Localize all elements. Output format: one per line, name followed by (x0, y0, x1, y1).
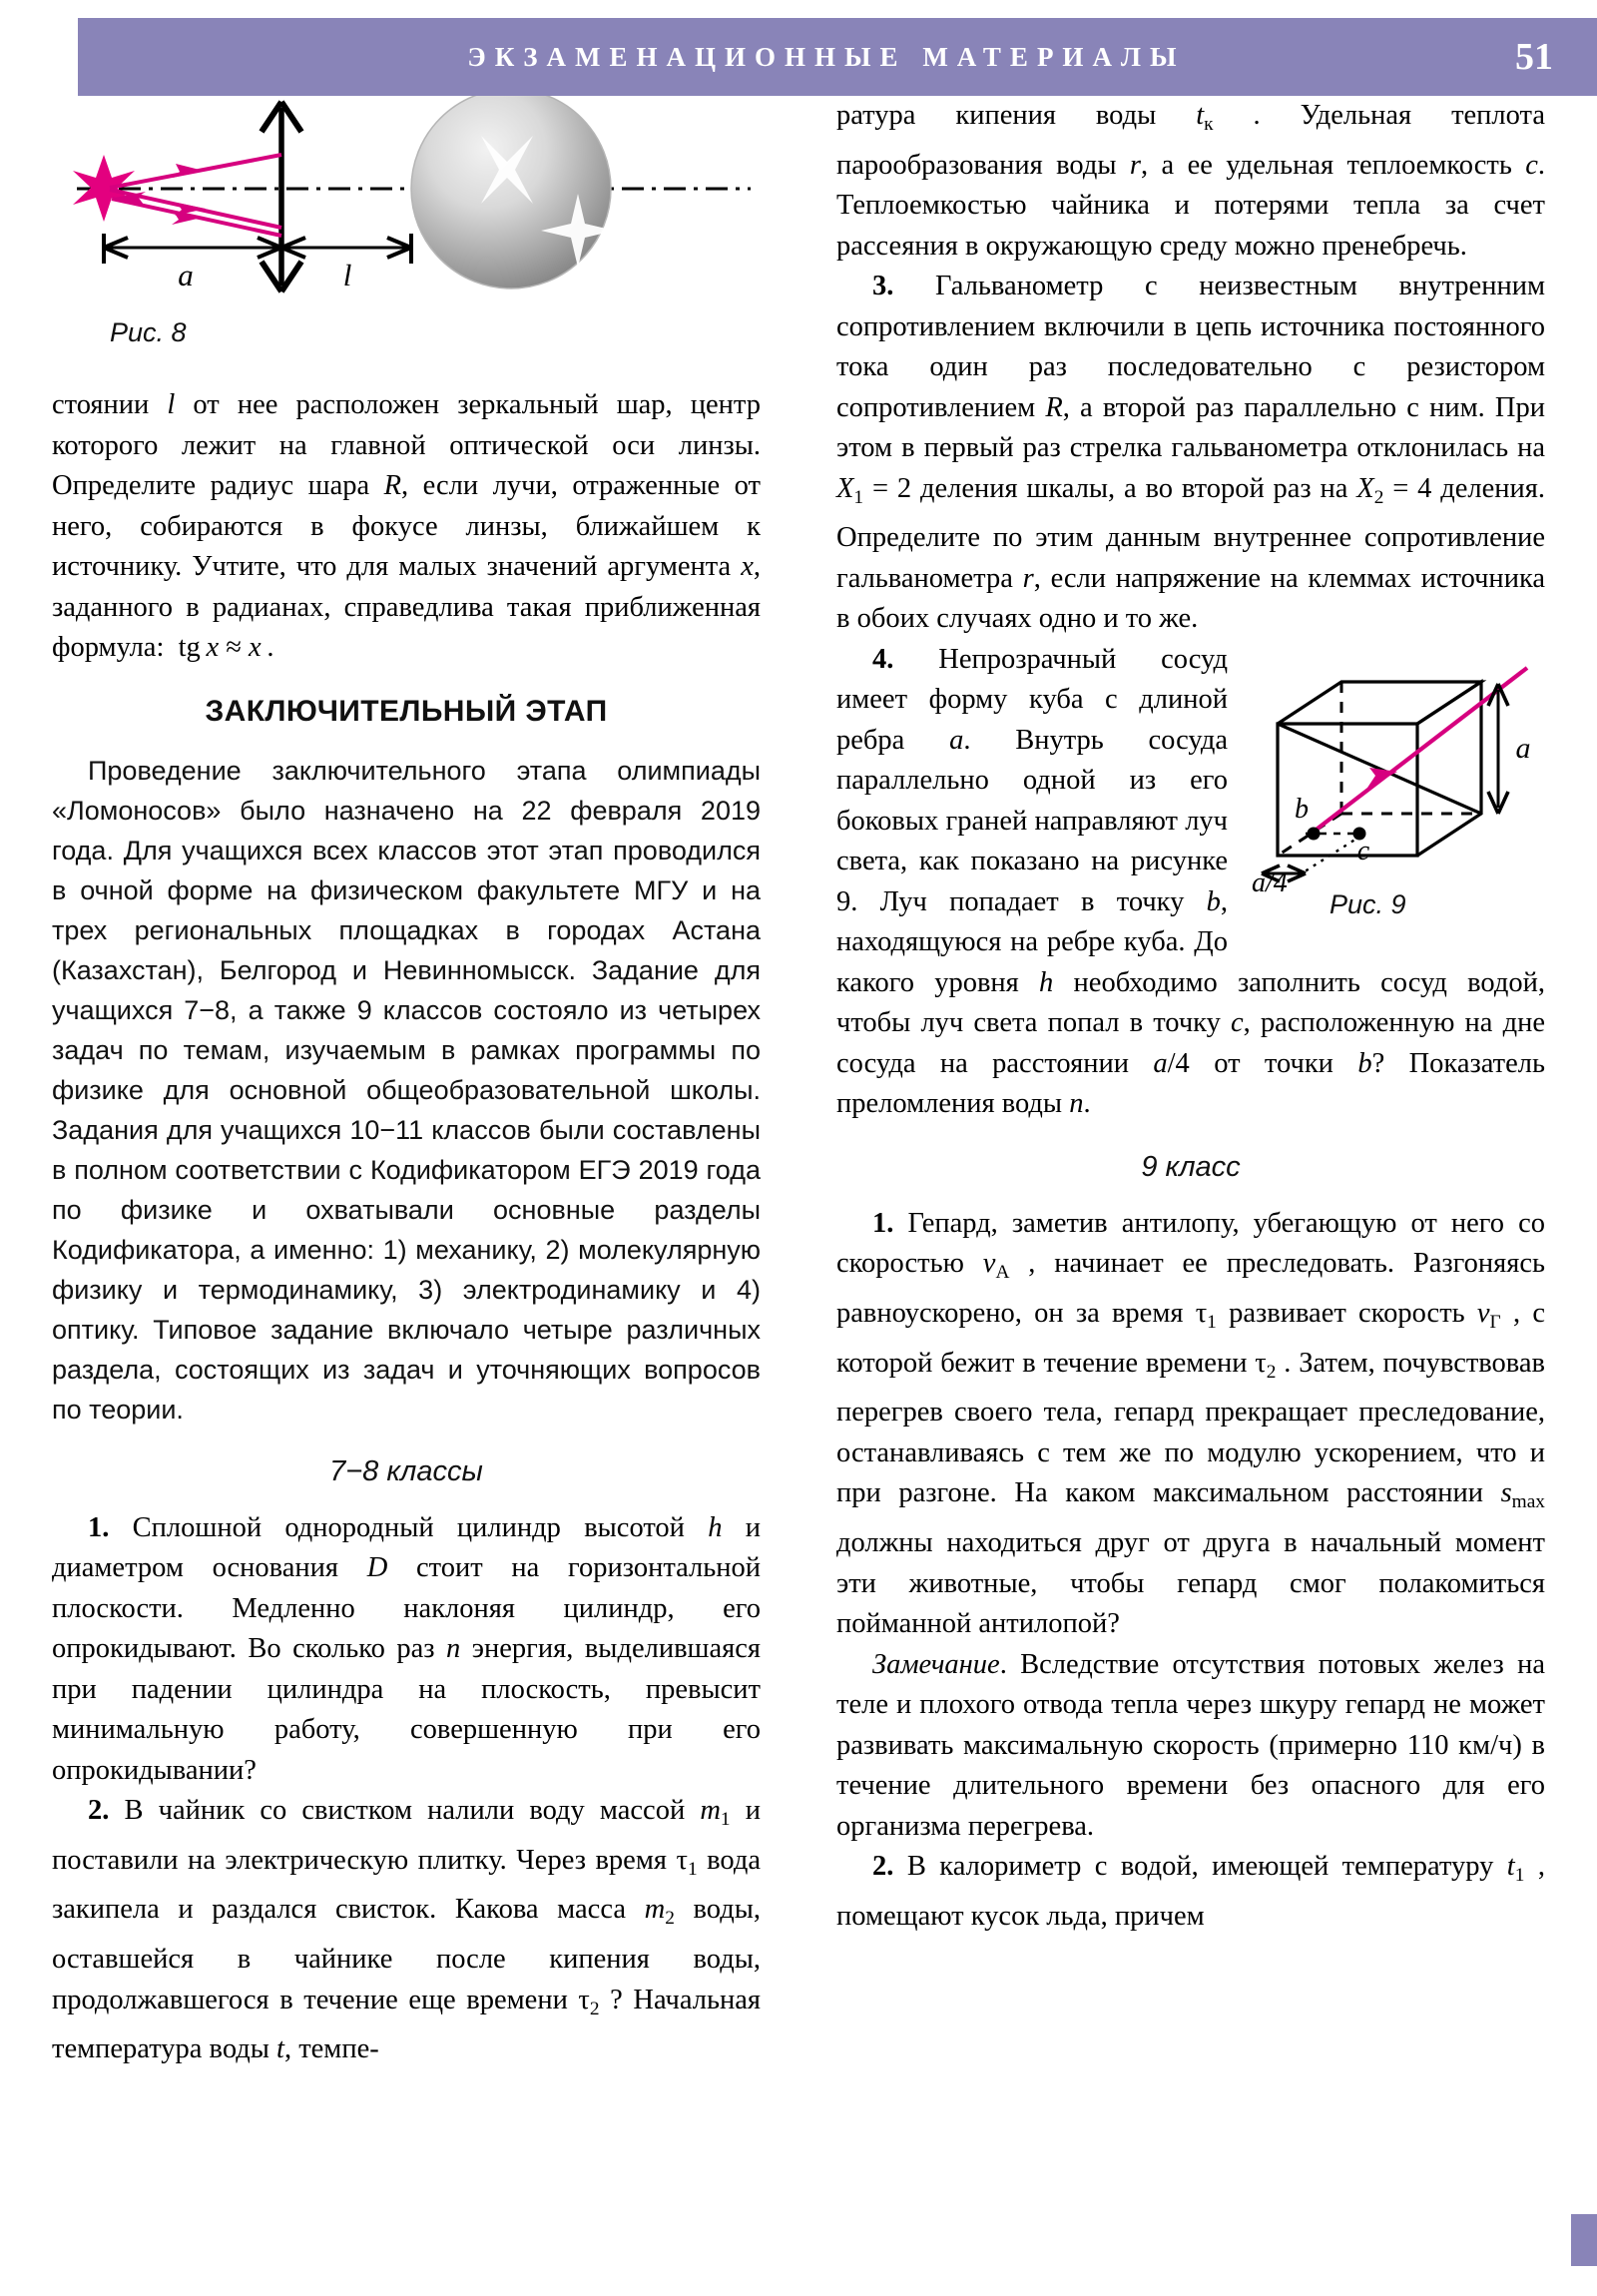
dimension-a-label: a (178, 258, 194, 292)
task-2-continued: ратура кипения воды $t_к$ . Удельная теплота парообразования воды r, а ее удельная теплоемкость c. Теплоемкостью чайника и потерями тепла за счет рассеяния в окружающую среду можно пренебречь. (836, 100, 1546, 262)
figure-8-caption: Рис. 8 (110, 317, 187, 347)
paragraph-continued-problem: стоянии l от нее расположен зеркальный шар, центр которого лежит на главной оптической оси линзы. Определите радиус шара R, если лучи, отраженные от него, собираются в фокусе линзы, ближайшем к источнику. Учтите, что для малых значений аргумента x, заданного в радианах, справедлива такая приближенная формула: tg x ≈ x . (52, 389, 761, 663)
running-head-title: ЭКЗАМЕНАЦИОННЫЕ МАТЕРИАЛЫ (467, 41, 1186, 72)
point-c-label: c (1356, 835, 1370, 866)
right-column (836, 96, 1545, 1937)
dimension-a4-label: a/4 (1252, 866, 1288, 898)
page-body (0, 96, 1597, 2296)
section-title-final-stage: ЗАКЛЮЧИТЕЛЬНЫЙ ЭТАП (205, 694, 608, 728)
dimension-edge-a-label: a (1515, 731, 1531, 765)
dimension-edge-a (1488, 684, 1508, 814)
mirror-sphere (411, 96, 611, 288)
dimension-l-label: l (342, 258, 352, 292)
corner-mark (1571, 2214, 1597, 2266)
figure-9-caption: Рис. 9 (1330, 888, 1406, 919)
figure-8 (52, 96, 761, 385)
paragraph-intro: Проведение заключительного этапа олимпиады «Ломоносов» было назначено на 22 февраля 2019 года. Для учащихся всех классов этот этап проводился в очной форме на физическом факультете МГУ и на трех региональных площадках в городах Астана (Казахстан), Белгород и Невинномысск. Задание для учащихся 7−8, а также 9 классов состояло из четырех задач по темам, изучаемым в рамках программы по физике для основной общеобразовательной школы. Задания для учащихся 10−11 классов были составлены в полном соответствии с Кодификатором ЕГЭ 2019 года по физике и охватывали основные разделы Кодификатора, а именно: 1) механику, 2) молекулярную физику и термодинамику, 3) электродинамику и 4) оптику. Типовое задание включало четыре различных раздела, состоящих из задач и уточняющих вопросов по теории. (52, 755, 761, 1425)
left-column (52, 96, 761, 2070)
point-b-marker (1308, 827, 1321, 840)
task-1-grade9: 1. Гепард, заметив антилопу, убегающую от него со скоростью $v_А$ , начинает ее преследовать. Разгоняясь равноускорено, он за время $\tau_1$ развивает скорость $v_Г$ , с которой бежит в течение времени $\tau_2$ . Затем, почувствовав перегрев своего тела, гепард прекращает преследование, останавливаясь с тем же по модулю ускорением, что и при разгоне. На каком максимальном расстоянии $s_{max}$ должны находиться друг от друга в начальный момент эти животные, чтобы гепард смог полакомиться пойманной антилопой? (836, 1207, 1546, 1640)
point-b-label: b (1295, 793, 1309, 825)
grade-heading-7-8: 7−8 классы (329, 1454, 483, 1487)
task-2-grade78: 2. В чайник со свистком налили воду массой $m_1$ и поставили на электрическую плитку. Через время $\tau_1$ вода закипела и раздался свисток. Какова масса $m_2$ воды, оставшейся в чайнике после кипения воды, продолжавшегося в течение еще времени $\tau_2$ ? Начальная температура воды t, темпе- (52, 1795, 761, 2065)
task-4-grade78: 4. Непрозрачный сосуд имеет форму куба с длиной ребра a. Внутрь сосуда параллельно одной из его боковых граней направляют луч света, как показано на рисунке 9. Луч попадает в точку b, находящуюся на ребре куба. До какого уровня h необходимо заполнить сосуд водой, чтобы луч света попал в точку c, расположенную на дне сосуда на расстоянии a/4 от точки b? Показатель преломления воды n. (836, 643, 1545, 1120)
figure-9-drawing (1246, 646, 1545, 895)
task-1-grade78: 1. Сплошной однородный цилиндр высотой h и диаметром основания D стоит на горизонтальной плоскости. Медленно наклоняя цилиндр, его опрокидывают. Во сколько раз n энергия, выделившаяся при падении цилиндра на плоскость, превысит минимальную работу, совершенную при его опрокидывании? (52, 1511, 761, 1786)
cube-wireframe (1278, 682, 1481, 856)
figure-9 (1246, 646, 1545, 935)
ray-upper-arrowhead (173, 164, 204, 178)
remark-grade9: Замечание. Вследствие отсутствия потовых желез на теле и плохого отвода тепла через шкуру гепард не может развивать максимальную скорость (примерно 110 км/ч) в течение длительного времени без опасного для его организма перегрева. (836, 1648, 1545, 1842)
grade-heading-9: 9 класс (1141, 1150, 1241, 1183)
task-2-grade9: 2. В калориметр с водой, имеющей температуру $t_1$ , помещают кусок льда, причем (836, 1851, 1545, 1932)
task-3-grade78: 3. Гальванометр с неизвестным внутренним сопротивлением включили в цепь источника постоянного тока один раз последовательно с резистором сопротивлением R, а второй раз параллельно с ним. При этом в первый раз стрелка гальванометра отклонилась на $X_1 = 2$ деления шкалы, а во второй раз на $X_2 = 4$ деления. Определите по этим данным внутреннее сопротивление гальванометра r, если напряжение на клеммах источника в обоих случаях одно и то же. (836, 271, 1546, 635)
page-number: 51 (1515, 36, 1553, 78)
running-head (78, 18, 1597, 96)
figure-8-drawing (52, 96, 761, 325)
